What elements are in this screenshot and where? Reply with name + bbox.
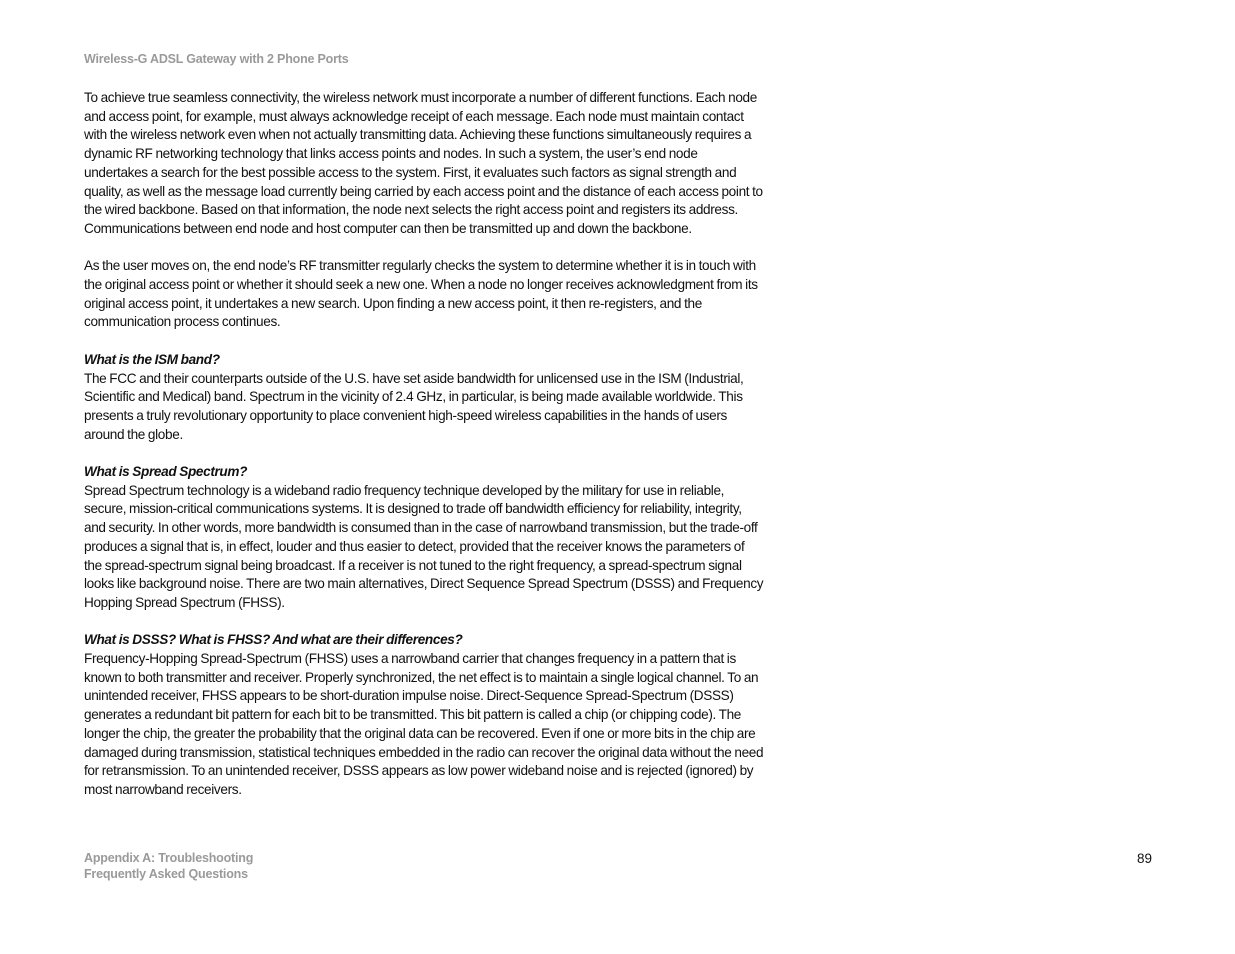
footer-appendix: Appendix A: Troubleshooting [84, 851, 254, 865]
heading-ism-band: What is the ISM band? [84, 351, 220, 367]
paragraph-dsss-fhss: Frequency-Hopping Spread-Spectrum (FHSS) uses a narrowband carrier that changes frequency in a pattern that is known to both transmitter and receiver. Properly synchronized, the net effect is to maintain a single logical channel. To an unintended receiver, FHSS appears to be short-duration impulse noise. Direct-Sequence Spread-Spectrum (DSSS) generates a redundant bit pattern for each bit to be transmitted. This bit pattern is called a chip (or chipping code). The longer the chip, the greater the probability that the original data can be recovered. Even if one or more bits in the chip are damaged during transmission, statistical techniques embedded in the radio can recover the original data without the need for retransmission. To an unintended receiver, DSSS appears as low power wideband noise and is rejected (ignored) by most narrowband receivers. [84, 651, 764, 797]
footer-section-label [84, 850, 253, 882]
footer-subsection: Frequently Asked Questions [84, 867, 248, 881]
page-number: 89 [1136, 851, 1152, 866]
heading-spread-spectrum: What is Spread Spectrum? [84, 464, 248, 480]
paragraph-connectivity: To achieve true seamless connectivity, the wireless network must incorporate a number of different functions. Each node and access point, for example, must always acknowledge receipt of each message. Each node must maintain contact with the wireless network even when not actually transmitting data. Achieving these functions simultaneously requires a dynamic RF networking technology that links access points and nodes. In such a system, the user’s end node undertakes a search for the best possible access to the system. First, it evaluates such factors as signal strength and quality, as well as the message load currently being carried by each access point and the distance of each access point to the wired backbone. Based on that information, the node next selects the right access point and registers its address. Communications between end node and host computer can then be transmitted up and down the backbone. [84, 90, 763, 236]
paragraph-ism-band: The FCC and their counterparts outside of the U.S. have set aside bandwidth for unlicensed use in the ISM (Industrial, Scientific and Medical) band. Spectrum in the vicinity of 2.4 GHz, in particular, is being made available worldwide. This presents a truly revolutionary opportunity to place convenient high-speed wireless capabilities in the hands of users around the globe. [84, 370, 744, 442]
heading-dsss-fhss: What is DSSS? What is FHSS? And what are their differences? [84, 632, 463, 648]
paragraph-spread-spectrum: Spread Spectrum technology is a wideband radio frequency technique developed by the military for use in reliable, secure, mission-critical communications systems. It is designed to trade off bandwidth efficiency for reliability, integrity, and security. In other words, more bandwidth is consumed than in the case of narrowband transmission, but the trade-off produces a signal that is, in effect, louder and thus easier to detect, provided that the receiver knows the parameters of the spread-spectrum signal being broadcast. If a receiver is not tuned to the right frequency, a spread-spectrum signal looks like background noise. There are two main alternatives, Direct Sequence Spread Spectrum (DSSS) and Frequency Hopping Spread Spectrum (FHSS). [84, 482, 764, 610]
paragraph-roaming: As the user moves on, the end node’s RF transmitter regularly checks the system to determine whether it is in touch with the original access point or whether it should seek a new one. When a node no longer receives acknowledgment from its original access point, it undertakes a new search. Upon finding a new access point, it then re-registers, and the communication process continues. [84, 258, 758, 330]
document-body [84, 89, 764, 818]
running-header: Wireless-G ADSL Gateway with 2 Phone Ports [84, 52, 349, 66]
